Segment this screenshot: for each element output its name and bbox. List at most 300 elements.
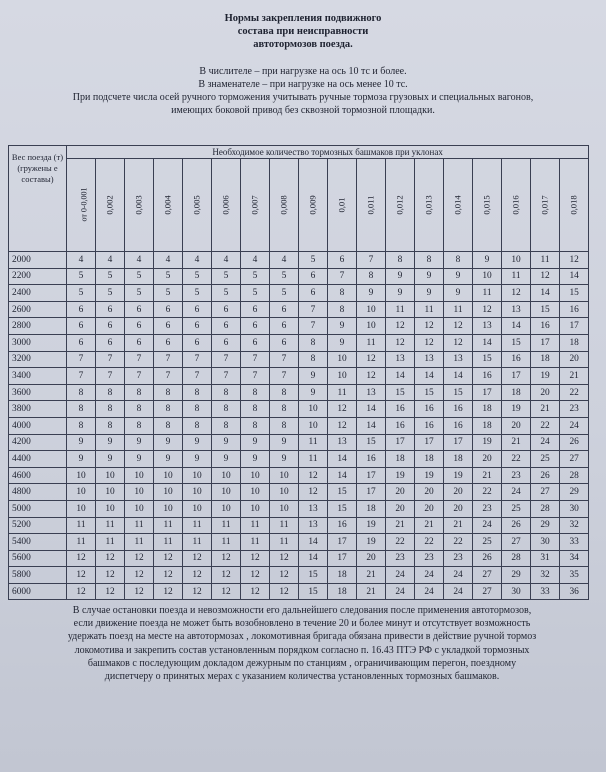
- shoe-count-cell: 10: [67, 500, 96, 517]
- shoe-count-cell: 7: [183, 351, 212, 368]
- train-weight-cell: 2600: [9, 301, 67, 318]
- shoe-count-cell: 13: [299, 500, 328, 517]
- shoe-count-cell: 6: [241, 334, 270, 351]
- shoe-count-cell: 11: [154, 534, 183, 551]
- shoe-count-cell: 8: [212, 417, 241, 434]
- shoe-count-cell: 8: [67, 401, 96, 418]
- shoe-count-cell: 13: [415, 351, 444, 368]
- shoe-count-cell: 20: [415, 500, 444, 517]
- shoe-count-cell: 8: [67, 417, 96, 434]
- shoe-count-cell: 13: [357, 384, 386, 401]
- shoe-count-cell: 10: [183, 500, 212, 517]
- shoe-count-cell: 12: [212, 550, 241, 567]
- shoe-count-cell: 28: [560, 467, 589, 484]
- shoe-count-cell: 21: [357, 567, 386, 584]
- shoe-count-cell: 13: [328, 434, 357, 451]
- table-row: [9, 401, 589, 418]
- shoe-count-cell: 9: [415, 268, 444, 285]
- shoe-count-cell: 6: [270, 334, 299, 351]
- shoe-count-cell: 11: [270, 534, 299, 551]
- shoe-count-cell: 5: [67, 268, 96, 285]
- shoe-count-cell: 9: [299, 384, 328, 401]
- shoe-count-cell: 8: [125, 417, 154, 434]
- shoe-count-cell: 23: [444, 550, 473, 567]
- shoe-count-cell: 6: [270, 301, 299, 318]
- shoe-count-cell: 11: [386, 301, 415, 318]
- shoe-count-cell: 23: [560, 401, 589, 418]
- shoe-count-cell: 9: [183, 451, 212, 468]
- shoe-count-cell: 9: [444, 268, 473, 285]
- shoe-count-cell: 8: [212, 401, 241, 418]
- shoe-count-cell: 7: [125, 368, 154, 385]
- train-weight-cell: 3200: [9, 351, 67, 368]
- shoe-count-cell: 17: [531, 334, 560, 351]
- shoe-count-cell: 11: [125, 534, 154, 551]
- shoe-count-cell: 21: [531, 401, 560, 418]
- shoe-count-cell: 12: [357, 368, 386, 385]
- shoe-count-cell: 26: [531, 467, 560, 484]
- shoe-count-cell: 9: [386, 268, 415, 285]
- slope-header-label: 0,017: [540, 194, 550, 215]
- shoe-count-cell: 8: [386, 252, 415, 269]
- shoe-count-cell: 14: [415, 368, 444, 385]
- shoe-count-cell: 29: [531, 517, 560, 534]
- table-row: [9, 268, 589, 285]
- shoe-count-cell: 9: [328, 334, 357, 351]
- shoe-count-cell: 10: [154, 500, 183, 517]
- slope-header-label: 0,002: [105, 194, 115, 215]
- shoe-count-cell: 8: [270, 401, 299, 418]
- shoe-count-cell: 6: [154, 334, 183, 351]
- shoe-count-cell: 19: [444, 467, 473, 484]
- shoe-count-cell: 21: [560, 368, 589, 385]
- shoe-count-cell: 12: [270, 550, 299, 567]
- shoe-count-cell: 6: [212, 301, 241, 318]
- shoe-count-cell: 7: [67, 368, 96, 385]
- shoe-count-cell: 30: [531, 534, 560, 551]
- slope-header: [241, 159, 270, 252]
- weight-column-header: Вес поезда (т) (гружены е составы): [9, 146, 67, 252]
- train-weight-cell: 4000: [9, 417, 67, 434]
- shoe-count-cell: 31: [531, 550, 560, 567]
- train-weight-cell: 5800: [9, 567, 67, 584]
- title-line-2: состава при неисправности: [237, 26, 369, 37]
- shoe-count-cell: 12: [67, 550, 96, 567]
- shoe-count-cell: 27: [560, 451, 589, 468]
- shoe-count-cell: 15: [560, 285, 589, 302]
- shoe-count-cell: 12: [183, 567, 212, 584]
- shoe-count-cell: 18: [473, 417, 502, 434]
- shoe-count-cell: 17: [444, 434, 473, 451]
- slope-header: [473, 159, 502, 252]
- shoe-count-cell: 15: [444, 384, 473, 401]
- shoe-count-cell: 6: [183, 301, 212, 318]
- shoe-count-cell: 11: [328, 384, 357, 401]
- shoe-count-cell: 27: [531, 484, 560, 501]
- shoe-count-cell: 34: [560, 550, 589, 567]
- document-title: [0, 0, 606, 51]
- shoe-count-cell: 8: [125, 401, 154, 418]
- shoe-count-cell: 7: [212, 351, 241, 368]
- shoe-count-cell: 18: [502, 384, 531, 401]
- shoe-count-cell: 9: [125, 434, 154, 451]
- shoe-count-cell: 9: [96, 451, 125, 468]
- shoe-count-cell: 10: [502, 252, 531, 269]
- brake-shoe-table: [8, 145, 589, 600]
- shoe-count-cell: 7: [241, 351, 270, 368]
- shoe-count-cell: 7: [96, 351, 125, 368]
- shoe-count-cell: 24: [386, 567, 415, 584]
- shoe-count-cell: 5: [270, 268, 299, 285]
- shoe-count-cell: 12: [328, 417, 357, 434]
- shoe-count-cell: 10: [299, 417, 328, 434]
- shoe-count-cell: 7: [299, 318, 328, 335]
- shoe-count-cell: 24: [444, 567, 473, 584]
- shoe-count-cell: 12: [560, 252, 589, 269]
- shoe-count-cell: 25: [473, 534, 502, 551]
- slope-header: [299, 159, 328, 252]
- shoe-count-cell: 8: [183, 384, 212, 401]
- table-row: [9, 500, 589, 517]
- shoe-count-cell: 17: [473, 384, 502, 401]
- shoe-count-cell: 9: [270, 451, 299, 468]
- shoe-count-cell: 12: [299, 484, 328, 501]
- shoe-count-cell: 21: [415, 517, 444, 534]
- shoe-count-cell: 11: [299, 434, 328, 451]
- shoe-count-cell: 11: [415, 301, 444, 318]
- shoe-count-cell: 29: [502, 567, 531, 584]
- shoe-count-cell: 9: [473, 252, 502, 269]
- shoe-count-cell: 10: [270, 467, 299, 484]
- shoe-count-cell: 24: [415, 567, 444, 584]
- shoe-count-cell: 12: [125, 550, 154, 567]
- shoe-count-cell: 7: [357, 252, 386, 269]
- shoe-count-cell: 10: [125, 500, 154, 517]
- shoe-count-cell: 8: [154, 401, 183, 418]
- shoe-count-cell: 10: [299, 401, 328, 418]
- shoe-count-cell: 16: [444, 401, 473, 418]
- shoe-count-cell: 12: [67, 567, 96, 584]
- shoe-count-cell: 9: [357, 285, 386, 302]
- shoe-count-cell: 18: [328, 583, 357, 600]
- shoe-count-cell: 19: [357, 517, 386, 534]
- shoe-count-cell: 16: [415, 417, 444, 434]
- shoe-count-cell: 6: [241, 318, 270, 335]
- shoe-count-cell: 12: [67, 583, 96, 600]
- shoe-count-cell: 12: [270, 567, 299, 584]
- shoe-count-cell: 12: [241, 550, 270, 567]
- slope-header-label: 0,009: [308, 194, 318, 215]
- slope-header: [67, 159, 96, 252]
- title-line-1: Нормы закрепления подвижного: [224, 13, 382, 24]
- shoe-count-cell: 24: [560, 417, 589, 434]
- footer-line-4: локомотива и закрепить состав установленным порядком согласно п. 16.43 ПТЭ РФ с укладкой тормозных: [74, 644, 530, 656]
- table-row: [9, 583, 589, 600]
- footer-line-3: удержать поезд на месте на автотормозах , локомотивная бригада обязана привести в действие ручной тормоз: [67, 631, 537, 643]
- shoe-count-cell: 26: [560, 434, 589, 451]
- slope-header: [270, 159, 299, 252]
- train-weight-cell: 3000: [9, 334, 67, 351]
- shoe-count-cell: 12: [328, 401, 357, 418]
- shoe-count-cell: 9: [67, 434, 96, 451]
- shoe-count-cell: 17: [386, 434, 415, 451]
- shoe-count-cell: 12: [415, 318, 444, 335]
- table-row: [9, 351, 589, 368]
- shoe-count-cell: 16: [502, 351, 531, 368]
- shoe-count-cell: 14: [473, 334, 502, 351]
- shoe-count-cell: 13: [299, 517, 328, 534]
- shoe-count-cell: 11: [212, 534, 241, 551]
- shoe-count-cell: 20: [502, 417, 531, 434]
- footer-line-1: В случае остановки поезда и невозможности его дальнейшего следования после применения автотормозов,: [72, 605, 532, 616]
- shoe-count-cell: 11: [502, 268, 531, 285]
- shoe-count-cell: 5: [183, 268, 212, 285]
- shoe-count-cell: 7: [299, 301, 328, 318]
- shoe-count-cell: 21: [444, 517, 473, 534]
- shoe-count-cell: 8: [328, 285, 357, 302]
- slope-header: [328, 159, 357, 252]
- shoe-count-cell: 9: [444, 285, 473, 302]
- shoe-count-cell: 16: [473, 368, 502, 385]
- slope-header-label: 0,016: [511, 194, 521, 215]
- shoe-count-cell: 12: [241, 583, 270, 600]
- footer-line-5: башмаков с последующим докладом дежурным по станциям , ограничивающим перегон, поездному: [87, 657, 517, 669]
- shoe-count-cell: 22: [386, 534, 415, 551]
- shoe-count-cell: 18: [560, 334, 589, 351]
- shoe-count-cell: 13: [444, 351, 473, 368]
- shoe-count-cell: 20: [531, 384, 560, 401]
- shoe-count-cell: 14: [531, 285, 560, 302]
- shoe-count-cell: 8: [212, 384, 241, 401]
- shoe-count-cell: 11: [67, 534, 96, 551]
- shoe-count-cell: 26: [502, 517, 531, 534]
- slope-header-label: 0,005: [192, 194, 202, 215]
- shoe-count-cell: 15: [386, 384, 415, 401]
- shoe-count-cell: 10: [125, 484, 154, 501]
- shoe-count-cell: 24: [531, 434, 560, 451]
- shoe-count-cell: 9: [386, 285, 415, 302]
- shoe-count-cell: 10: [212, 467, 241, 484]
- shoe-count-cell: 9: [96, 434, 125, 451]
- table-row: [9, 434, 589, 451]
- shoe-count-cell: 9: [154, 451, 183, 468]
- shoe-count-cell: 11: [444, 301, 473, 318]
- shoe-count-cell: 6: [183, 334, 212, 351]
- shoe-count-cell: 8: [270, 384, 299, 401]
- shoe-count-cell: 17: [328, 534, 357, 551]
- slope-header-label: от 0-0,001: [79, 187, 89, 222]
- shoe-count-cell: 24: [386, 583, 415, 600]
- shoe-count-cell: 5: [212, 268, 241, 285]
- shoe-count-cell: 14: [357, 401, 386, 418]
- shoe-count-cell: 10: [183, 484, 212, 501]
- shoe-count-cell: 16: [357, 451, 386, 468]
- train-weight-cell: 4600: [9, 467, 67, 484]
- shoe-count-cell: 12: [444, 318, 473, 335]
- shoe-count-cell: 11: [125, 517, 154, 534]
- shoe-count-cell: 19: [415, 467, 444, 484]
- shoe-count-cell: 10: [328, 351, 357, 368]
- slopes-main-header: Необходимое количество тормозных башмаков при уклонах: [67, 146, 589, 159]
- shoe-count-cell: 18: [444, 451, 473, 468]
- table-row: [9, 467, 589, 484]
- shoe-count-cell: 11: [96, 534, 125, 551]
- shoe-count-cell: 17: [415, 434, 444, 451]
- shoe-count-cell: 8: [125, 384, 154, 401]
- shoe-count-cell: 10: [241, 484, 270, 501]
- shoe-count-cell: 8: [96, 401, 125, 418]
- shoe-count-cell: 20: [444, 484, 473, 501]
- shoe-count-cell: 5: [241, 268, 270, 285]
- shoe-count-cell: 15: [328, 484, 357, 501]
- shoe-count-cell: 5: [183, 285, 212, 302]
- slope-header-label: 0,004: [163, 194, 173, 215]
- train-weight-cell: 5600: [9, 550, 67, 567]
- slope-header: [357, 159, 386, 252]
- shoe-count-cell: 8: [328, 301, 357, 318]
- shoe-count-cell: 14: [357, 417, 386, 434]
- train-weight-cell: 2200: [9, 268, 67, 285]
- shoe-count-cell: 35: [560, 567, 589, 584]
- shoe-count-cell: 10: [96, 484, 125, 501]
- shoe-count-cell: 16: [386, 401, 415, 418]
- shoe-count-cell: 22: [560, 384, 589, 401]
- train-weight-cell: 5200: [9, 517, 67, 534]
- shoe-count-cell: 15: [531, 301, 560, 318]
- shoe-count-cell: 14: [444, 368, 473, 385]
- shoe-count-cell: 10: [96, 467, 125, 484]
- shoe-count-cell: 17: [357, 467, 386, 484]
- shoe-count-cell: 7: [67, 351, 96, 368]
- shoe-count-cell: 4: [241, 252, 270, 269]
- shoe-count-cell: 11: [154, 517, 183, 534]
- train-weight-cell: 3600: [9, 384, 67, 401]
- shoe-count-cell: 11: [67, 517, 96, 534]
- shoe-count-cell: 10: [67, 484, 96, 501]
- shoe-count-cell: 5: [241, 285, 270, 302]
- shoe-count-cell: 4: [212, 252, 241, 269]
- table-row: [9, 368, 589, 385]
- shoe-count-cell: 12: [96, 567, 125, 584]
- train-weight-cell: 2400: [9, 285, 67, 302]
- table-row: [9, 451, 589, 468]
- shoe-count-cell: 36: [560, 583, 589, 600]
- shoe-count-cell: 9: [241, 434, 270, 451]
- shoe-count-cell: 18: [415, 451, 444, 468]
- shoe-count-cell: 14: [299, 550, 328, 567]
- shoe-count-cell: 7: [270, 368, 299, 385]
- shoe-count-cell: 10: [357, 318, 386, 335]
- shoe-count-cell: 6: [154, 301, 183, 318]
- shoe-count-cell: 4: [270, 252, 299, 269]
- shoe-count-cell: 27: [473, 583, 502, 600]
- slope-header-label: 0,008: [279, 194, 289, 215]
- shoe-count-cell: 19: [357, 534, 386, 551]
- shoe-count-cell: 15: [357, 434, 386, 451]
- shoe-count-cell: 10: [241, 500, 270, 517]
- shoe-count-cell: 12: [96, 550, 125, 567]
- shoe-count-cell: 19: [531, 368, 560, 385]
- shoe-count-cell: 11: [473, 285, 502, 302]
- shoe-count-cell: 9: [270, 434, 299, 451]
- shoe-count-cell: 6: [125, 301, 154, 318]
- brake-shoe-table-wrapper: [8, 145, 588, 600]
- shoe-count-cell: 12: [357, 351, 386, 368]
- shoe-count-cell: 20: [560, 351, 589, 368]
- shoe-count-cell: 6: [96, 318, 125, 335]
- table-row: [9, 517, 589, 534]
- shoe-count-cell: 22: [473, 484, 502, 501]
- shoe-count-cell: 24: [473, 517, 502, 534]
- shoe-count-cell: 6: [96, 334, 125, 351]
- shoe-count-cell: 6: [125, 334, 154, 351]
- shoe-count-cell: 23: [473, 500, 502, 517]
- shoe-count-cell: 12: [502, 285, 531, 302]
- shoe-count-cell: 12: [154, 583, 183, 600]
- shoe-count-cell: 13: [502, 301, 531, 318]
- shoe-count-cell: 6: [212, 318, 241, 335]
- shoe-count-cell: 17: [560, 318, 589, 335]
- shoe-count-cell: 9: [328, 318, 357, 335]
- shoe-count-cell: 17: [502, 368, 531, 385]
- shoe-count-cell: 7: [154, 351, 183, 368]
- shoe-count-cell: 6: [96, 301, 125, 318]
- shoe-count-cell: 8: [270, 417, 299, 434]
- slope-header: [444, 159, 473, 252]
- slope-header-label: 0,012: [395, 194, 405, 215]
- shoe-count-cell: 9: [212, 451, 241, 468]
- shoe-count-cell: 12: [473, 301, 502, 318]
- shoe-count-cell: 16: [415, 401, 444, 418]
- slope-header: [154, 159, 183, 252]
- shoe-count-cell: 6: [328, 252, 357, 269]
- train-weight-cell: 5000: [9, 500, 67, 517]
- shoe-count-cell: 27: [473, 567, 502, 584]
- shoe-count-cell: 10: [328, 368, 357, 385]
- train-weight-cell: 6000: [9, 583, 67, 600]
- shoe-count-cell: 9: [67, 451, 96, 468]
- slope-header-label: 0,015: [482, 194, 492, 215]
- shoe-count-cell: 12: [125, 583, 154, 600]
- shoe-count-cell: 7: [241, 368, 270, 385]
- train-weight-cell: 4200: [9, 434, 67, 451]
- shoe-count-cell: 23: [415, 550, 444, 567]
- shoe-count-cell: 5: [67, 285, 96, 302]
- shoe-count-cell: 18: [531, 351, 560, 368]
- shoe-count-cell: 12: [241, 567, 270, 584]
- shoe-count-cell: 21: [357, 583, 386, 600]
- shoe-count-cell: 5: [154, 285, 183, 302]
- shoe-count-cell: 16: [560, 301, 589, 318]
- shoe-count-cell: 15: [328, 500, 357, 517]
- shoe-count-cell: 15: [415, 384, 444, 401]
- table-row: [9, 567, 589, 584]
- shoe-count-cell: 14: [328, 451, 357, 468]
- shoe-count-cell: 12: [183, 583, 212, 600]
- intro-line-3: При подсчете числа осей ручного торможения учитывать ручные тормоза грузовых и специальных вагонов,: [72, 92, 534, 103]
- shoe-count-cell: 10: [473, 268, 502, 285]
- train-weight-cell: 2000: [9, 252, 67, 269]
- shoe-count-cell: 25: [502, 500, 531, 517]
- table-row: [9, 550, 589, 567]
- slope-header-label: 0,013: [424, 194, 434, 215]
- shoe-count-cell: 28: [502, 550, 531, 567]
- shoe-count-cell: 12: [415, 334, 444, 351]
- shoe-count-cell: 12: [183, 550, 212, 567]
- shoe-count-cell: 9: [154, 434, 183, 451]
- shoe-count-cell: 10: [154, 484, 183, 501]
- shoe-count-cell: 15: [299, 583, 328, 600]
